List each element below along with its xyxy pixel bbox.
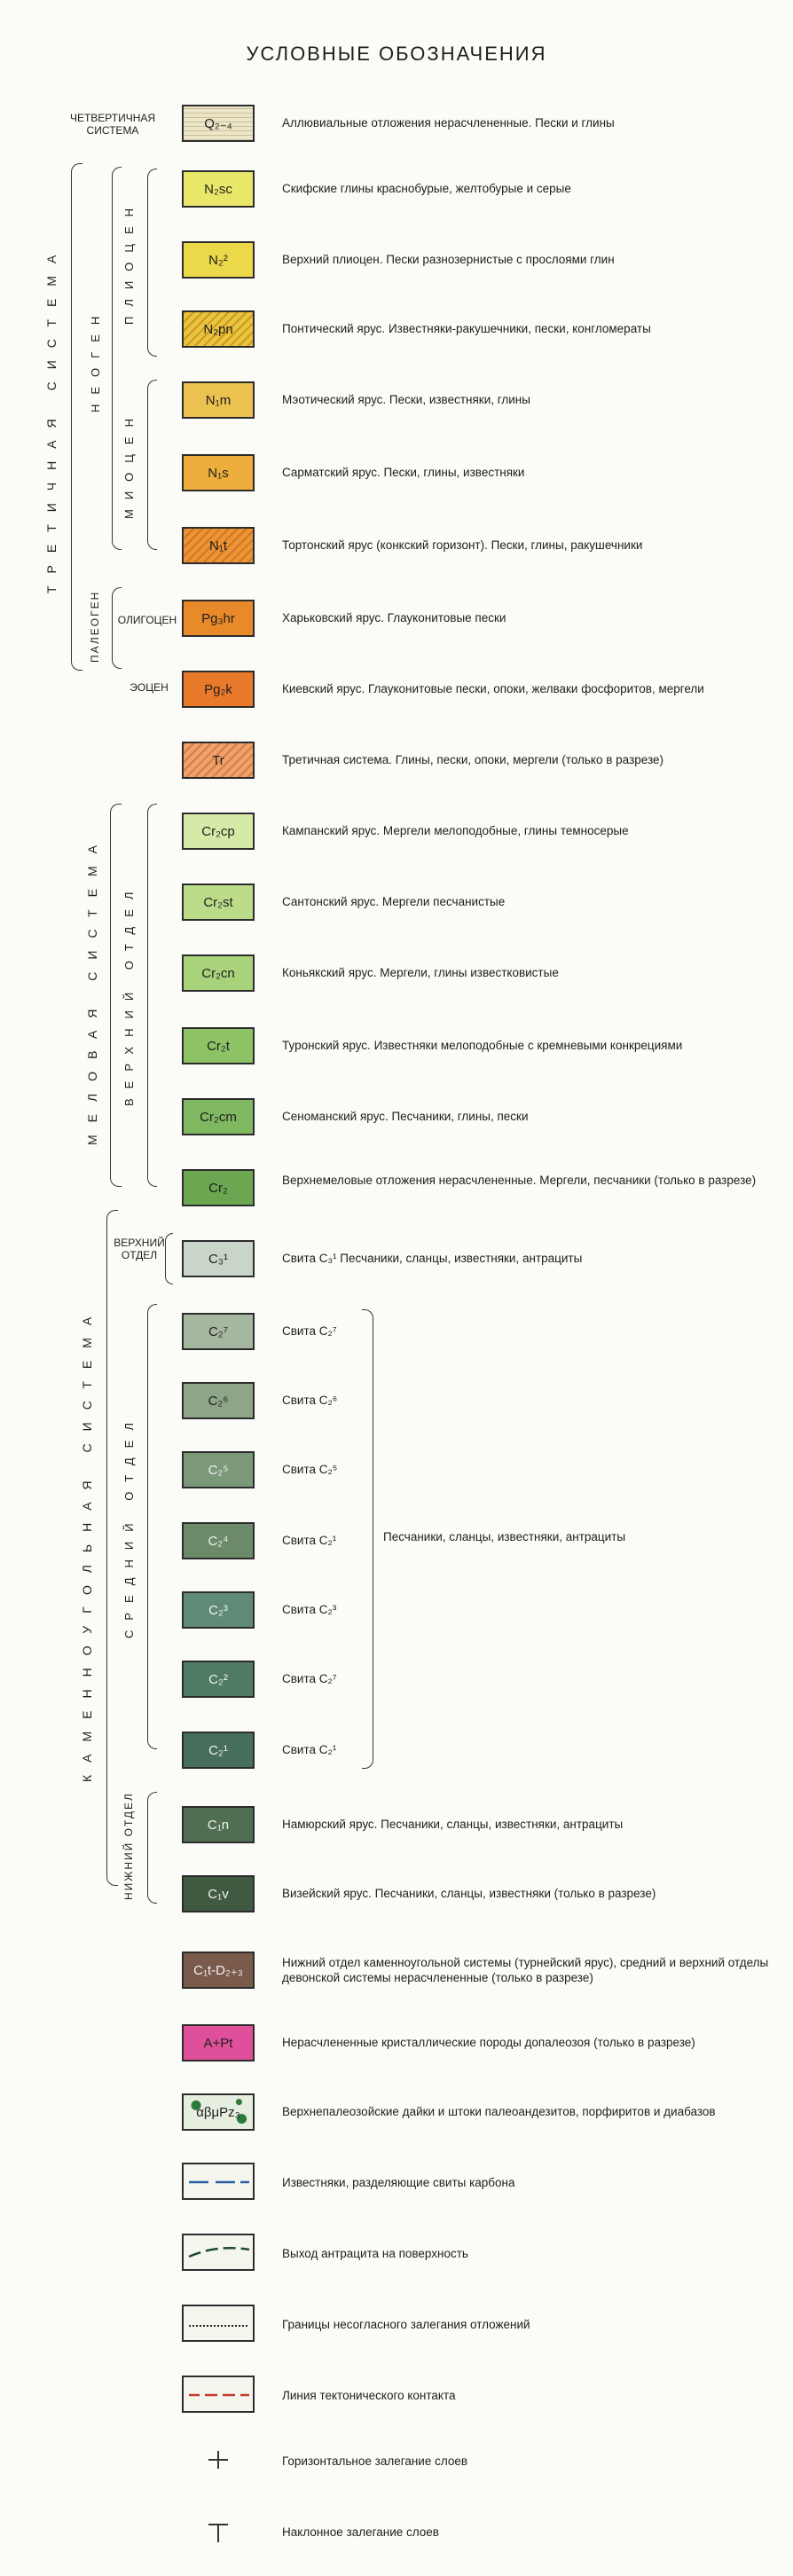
legend-description: Свита C₂⁷ <box>282 1324 337 1338</box>
legend-swatch <box>182 813 255 850</box>
legend-swatch <box>182 241 255 279</box>
miocene-bracket <box>147 380 157 550</box>
swatch-code: Q₂₋₄ <box>204 116 232 131</box>
swatch-code: C₂⁵ <box>208 1462 229 1478</box>
legend-swatch <box>182 1875 255 1912</box>
legend-description: Визейский ярус. Песчаники, сланцы, известняки (только в разрезе) <box>282 1887 656 1900</box>
carb-upper-bracket <box>165 1233 173 1284</box>
limestone-line-symbol <box>182 2163 255 2200</box>
legend-swatch <box>182 454 255 491</box>
legend-description: Понтический ярус. Известняки-ракушечники, пески, конгломераты <box>282 322 651 335</box>
legend-description: Верхнепалеозойские дайки и штоки палеоандезитов, порфиритов и диабазов <box>282 2105 716 2118</box>
legend-description: Свита C₂⁶ <box>282 1394 338 1407</box>
legend-description: Нижний отдел каменноугольной системы (турнейский ярус), средний и верхний отделы девонской системы нерасчлененные (только в разрезе) <box>282 1956 769 1984</box>
swatch-code: A+Pt <box>203 2035 233 2051</box>
legend-description: Туронский ярус. Известняки мелоподобные с кремневыми конкрециями <box>282 1039 683 1052</box>
group-tertiary: ТРЕТИЧНАЯ СИСТЕМА <box>44 242 59 593</box>
legend-description: Свита C₂⁷ <box>282 1672 337 1685</box>
swatch-code: Cr₂st <box>203 894 233 910</box>
cretaceous-bracket <box>110 804 122 1187</box>
legend-swatch <box>182 954 255 992</box>
legend-swatch <box>182 1313 255 1350</box>
swatch-code: C₂⁷ <box>208 1323 229 1339</box>
neogene-bracket <box>112 167 122 550</box>
legend-description: Тортонский ярус (конкский горизонт). Пески, глины, ракушечники <box>282 538 643 552</box>
legend-swatch <box>182 1732 255 1769</box>
legend-swatch <box>182 1806 255 1843</box>
legend-description: Свита C₂³ <box>282 1603 337 1616</box>
swatch-code: C₂⁶ <box>208 1393 229 1409</box>
legend-description: Намюрский ярус. Песчаники, сланцы, известняки, антрациты <box>282 1818 624 1831</box>
swatch-code: C₂³ <box>208 1602 228 1618</box>
legend-description: Коньякский ярус. Мергели, глины известковистые <box>282 966 559 979</box>
group-miocene: МИОЦЕН <box>122 409 136 519</box>
legend-swatch <box>182 381 255 419</box>
legend-swatch <box>182 2093 255 2131</box>
legend-swatch <box>182 1098 255 1135</box>
swatch-code: Pg₂k <box>204 681 232 697</box>
group-quaternary: ЧЕТВЕРТИЧНАЯ СИСТЕМА <box>69 112 156 137</box>
legend-description: Верхний плиоцен. Пески разнозернистые с прослоями глин <box>282 253 615 266</box>
group-neogene: НЕОГЕН <box>89 306 102 412</box>
symbol-desc-unconformity: Границы несогласного залегания отложений <box>282 2318 530 2331</box>
cretaceous-upper-bracket <box>147 804 157 1187</box>
symbol-desc-inclined: Наклонное залегание слоев <box>282 2525 439 2539</box>
swatch-code: Tr <box>212 752 224 768</box>
legend-title: УСЛОВНЫЕ ОБОЗНАЧЕНИЯ <box>246 43 547 65</box>
legend-description: Сеноманский ярус. Песчаники, глины, пески <box>282 1110 529 1123</box>
legend-swatch <box>182 170 255 208</box>
symbol-desc-horizontal: Горизонтальное залегание слоев <box>282 2454 468 2468</box>
group-oligocene: ОЛИГОЦЕН <box>117 614 177 626</box>
legend-swatch <box>182 1661 255 1698</box>
legend-swatch <box>182 2024 255 2062</box>
legend-swatch <box>182 1027 255 1064</box>
swatch-code: N₂sc <box>204 181 232 197</box>
carb-middle-bracket <box>147 1304 157 1749</box>
legend-swatch <box>182 1451 255 1488</box>
swatch-code: Cr₂cn <box>201 965 235 981</box>
legend-description: Третичная система. Глины, пески, опоки, мергели (только в разрезе) <box>282 753 663 766</box>
swatch-code: Cr₂t <box>207 1038 230 1054</box>
tectonic-contact-symbol <box>182 2376 255 2413</box>
group-cretaceous: МЕЛОВАЯ СИСТЕМА <box>85 833 99 1145</box>
group-cretaceous-upper: ВЕРХНИЙ ОТДЕЛ <box>122 882 136 1107</box>
inclined-bedding-symbol <box>182 2512 255 2549</box>
legend-swatch <box>182 1591 255 1629</box>
legend-description: Верхнемеловые отложения нерасчлененные. Мергели, песчаники (только в разрезе) <box>282 1174 757 1187</box>
legend-description: Кампанский ярус. Мергели мелоподобные, глины темносерые <box>282 824 629 837</box>
group-carboniferous: КАМЕННОУГОЛЬНАЯ СИСТЕМА <box>80 1304 94 1783</box>
legend-description: Харьковский ярус. Глауконитовые пески <box>282 611 506 624</box>
swatch-code: C₃¹ <box>208 1251 228 1267</box>
swatch-code: N₁s <box>208 465 229 481</box>
swatch-code: C₁t-D₂₊₃ <box>193 1963 243 1978</box>
unconformity-symbol <box>182 2305 255 2342</box>
swatch-code: C₁n <box>207 1817 230 1833</box>
group-carb-lower: НИЖНИЙ ОТДЕЛ <box>122 1792 135 1900</box>
legend-description: Свита C₂¹ <box>282 1743 337 1756</box>
pliocene-bracket <box>147 169 157 357</box>
legend-swatch <box>182 1382 255 1419</box>
swatch-code: Cr₂ <box>208 1180 228 1196</box>
carb-lower-bracket <box>147 1792 157 1904</box>
swatch-code: N₂² <box>208 252 228 268</box>
legend-swatch <box>182 105 255 142</box>
legend-description: Свита C₂⁵ <box>282 1463 338 1476</box>
swatch-code: C₂⁴ <box>208 1533 229 1549</box>
paleogene-bracket <box>112 587 122 669</box>
swatch-code: C₂¹ <box>208 1742 228 1758</box>
legend-description: Свита C₃¹ Песчаники, сланцы, известняки, антрациты <box>282 1252 583 1265</box>
legend-swatch <box>182 600 255 637</box>
middle-note: Песчаники, сланцы, известняки, антрациты <box>383 1530 626 1543</box>
swatch-code: C₁v <box>208 1886 229 1902</box>
legend-swatch <box>182 1240 255 1277</box>
legend-swatch <box>182 310 255 348</box>
legend-description: Киевский ярус. Глауконитовые пески, опоки, желваки фосфоритов, мергели <box>282 682 704 695</box>
horizontal-bedding-symbol <box>182 2441 255 2478</box>
legend-description: Мэотический ярус. Пески, известняки, глины <box>282 393 530 406</box>
legend-swatch <box>182 1522 255 1559</box>
tertiary-bracket <box>71 163 82 671</box>
symbol-desc-limestone: Известняки, разделяющие свиты карбона <box>282 2176 515 2189</box>
legend-description: Сантонский ярус. Мергели песчанистые <box>282 895 506 908</box>
legend-description: Нерасчлененные кристаллические породы допалеозоя (только в разрезе) <box>282 2036 695 2049</box>
legend-description: Скифские глины краснобурые, желтобурые и серые <box>282 182 571 195</box>
swatch-code: αβμPz₃ <box>196 2104 240 2120</box>
legend-swatch <box>182 671 255 708</box>
group-eocene: ЭОЦЕН <box>130 681 169 694</box>
swatch-code: N₂pn <box>203 321 233 337</box>
legend-swatch <box>182 884 255 921</box>
group-pliocene: ПЛИОЦЕН <box>122 199 136 326</box>
swatch-code: Cr₂cm <box>200 1109 237 1125</box>
carboniferous-bracket <box>106 1210 118 1886</box>
swatch-code: N₁m <box>205 392 232 408</box>
symbol-desc-tectonic: Линия тектонического контакта <box>282 2389 456 2402</box>
group-carb-middle: СРЕДНИЙ ОТДЕЛ <box>122 1413 136 1638</box>
swatch-code: Pg₃hr <box>201 610 235 626</box>
legend-swatch <box>182 527 255 564</box>
group-carb-upper: ВЕРХНИЙ ОТДЕЛ <box>114 1237 165 1261</box>
symbol-desc-anthracite: Выход антрацита на поверхность <box>282 2247 468 2260</box>
swatch-code: C₂² <box>208 1671 228 1687</box>
swatch-code: Cr₂cp <box>201 823 235 839</box>
legend-description: Сарматский ярус. Пески, глины, известняки <box>282 466 525 479</box>
legend-description: Аллювиальные отложения нерасчлененные. Пески и глины <box>282 116 615 130</box>
legend-swatch <box>182 742 255 779</box>
anthracite-outcrop-symbol <box>182 2234 255 2271</box>
legend-description: Свита C₂¹ <box>282 1534 337 1547</box>
group-paleogene: ПАЛЕОГЕН <box>89 590 101 663</box>
legend-swatch <box>182 1169 255 1206</box>
legend-swatch <box>182 1952 255 1989</box>
swatch-code: N₁t <box>208 538 228 554</box>
